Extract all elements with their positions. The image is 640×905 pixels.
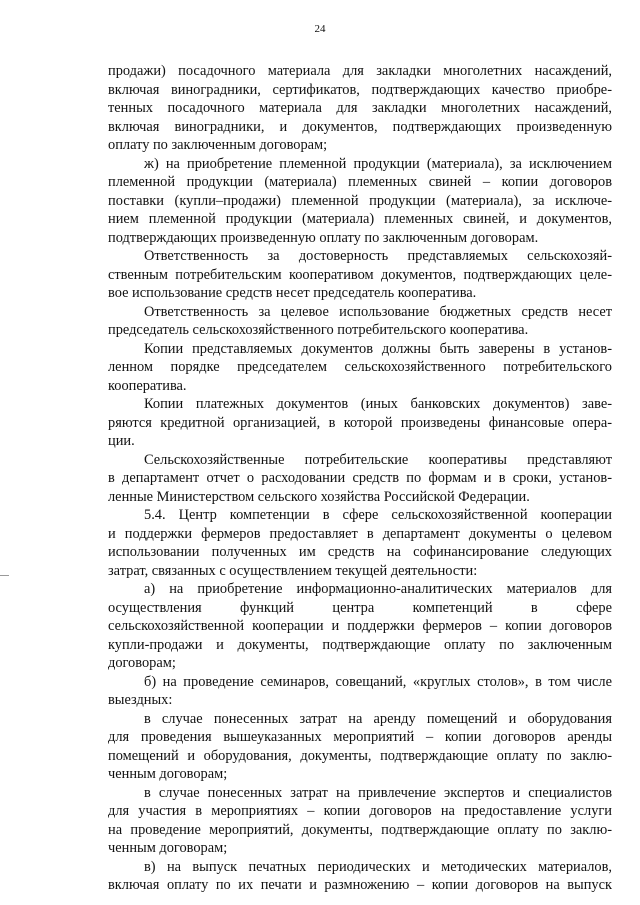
text-line: выездных: [108,692,173,708]
document-body [108,62,612,895]
text-line: в) на выпуск печатных периодических и методических материалов, [144,858,612,875]
text-line: поставки (купли–продажи) племенной продукции (материала), за исключе- [108,192,612,209]
text-line: племенной продукции (материала) племенных свиней – копии договоров [108,174,612,190]
text-line: ленном порядке председателем сельскохозяйственного потребительского [108,359,612,375]
text-line: помещений и оборудования, документы, подтверждающие оплату по заклю- [108,747,612,764]
text-line: нием племенной продукции (материала) племенных свиней, и документов, [108,211,612,227]
paragraph [108,62,612,155]
text-line: кооператива. [108,377,187,394]
text-line: ряются кредитной организацией, в которой произведены финансовые опера- [108,414,612,431]
text-line: Копии платежных документов (иных банковских документов) заве- [144,396,612,412]
paragraph [108,395,612,451]
text-line: сельскохозяйственной кооперации и поддержки фермеров – копии договоров [108,618,612,634]
margin-scan-mark [0,575,9,576]
text-line: ции. [108,433,135,449]
page-number: 24 [314,23,326,35]
text-line: включая оплату по их печати и размножению – копии договоров на выпуск [108,877,612,893]
paragraph [108,784,612,858]
text-line: в случае понесенных затрат на аренду помещений и оборудования [144,710,612,727]
text-line: включая виноградники, и документов, подтверждающих произведенную [108,118,612,135]
text-line: Копии представляемых документов должны быть заверены в установ- [144,340,612,357]
text-line: использовании полученных им средств на софинансирование следующих [108,544,612,560]
text-line: тенных посадочного материала для закладки многолетних насаждений, [108,100,612,116]
text-line: для проведения вышеуказанных мероприятий – копии договоров аренды [108,729,612,745]
text-line: ченным договорам; [108,840,228,856]
paragraph [108,303,612,340]
text-line: включая виноградники, сертификатов, подтверждающих качество приобре- [108,81,612,98]
paragraph [108,580,612,673]
text-line: Сельскохозяйственные потребительские кооперативы представляют [144,451,612,468]
text-line: продажи) посадочного материала для закладки многолетних насаждений, [108,63,612,79]
text-line: а) на приобретение информационно-аналитических материалов для [144,581,612,597]
paragraph [108,451,612,507]
text-line: ж) на приобретение племенной продукции (материала), за исключением [144,155,612,172]
text-line: 5.4. Центр компетенции в сфере сельскохозяйственной кооперации [144,507,612,523]
text-line: на проведение мероприятий, документы, подтверждающие оплату по заклю- [108,821,612,838]
text-line: оплату по заключенным договорам; [108,137,328,153]
text-line: ственным потребительским кооперативом документов, подтверждающих целе- [108,266,612,283]
paragraph [108,710,612,784]
text-line: и поддержки фермеров предоставляет в департамент документы о целевом [108,525,612,542]
paragraph [108,673,612,710]
paragraph [108,506,612,580]
text-line: подтверждающих произведенную оплату по заключенным договорам. [108,229,539,246]
text-line: купли-продажи и документы, подтверждающие оплату по заключенным [108,636,612,653]
text-line: ленные Министерством сельского хозяйства Российской Федерации. [108,488,530,505]
text-line: осуществления функций центра компетенций в сфере [108,599,612,616]
text-line: в департамент отчет о расходовании средств по формам и в сроки, установ- [108,470,612,486]
text-line: Ответственность за целевое использование бюджетных средств несет [144,303,612,320]
text-line: Ответственность за достоверность представляемых сельскохозяй- [144,248,612,264]
text-line: договорам; [108,655,176,671]
text-line: ченным договорам; [108,766,228,782]
text-line: в случае понесенных затрат на привлечение экспертов и специалистов [144,784,612,801]
text-line: вое использование средств несет председатель кооператива. [108,285,477,301]
text-line: б) на проведение семинаров, совещаний, «круглых столов», в том числе [144,673,612,690]
paragraph [108,155,612,248]
text-line: затрат, связанных с осуществлением текущей деятельности: [108,562,478,579]
paragraph [108,247,612,303]
paragraph [108,858,612,895]
text-line: председатель сельскохозяйственного потребительского кооператива. [108,322,529,338]
text-line: для участия в мероприятиях – копии договоров на предоставление услуги [108,803,612,819]
paragraph [108,340,612,396]
